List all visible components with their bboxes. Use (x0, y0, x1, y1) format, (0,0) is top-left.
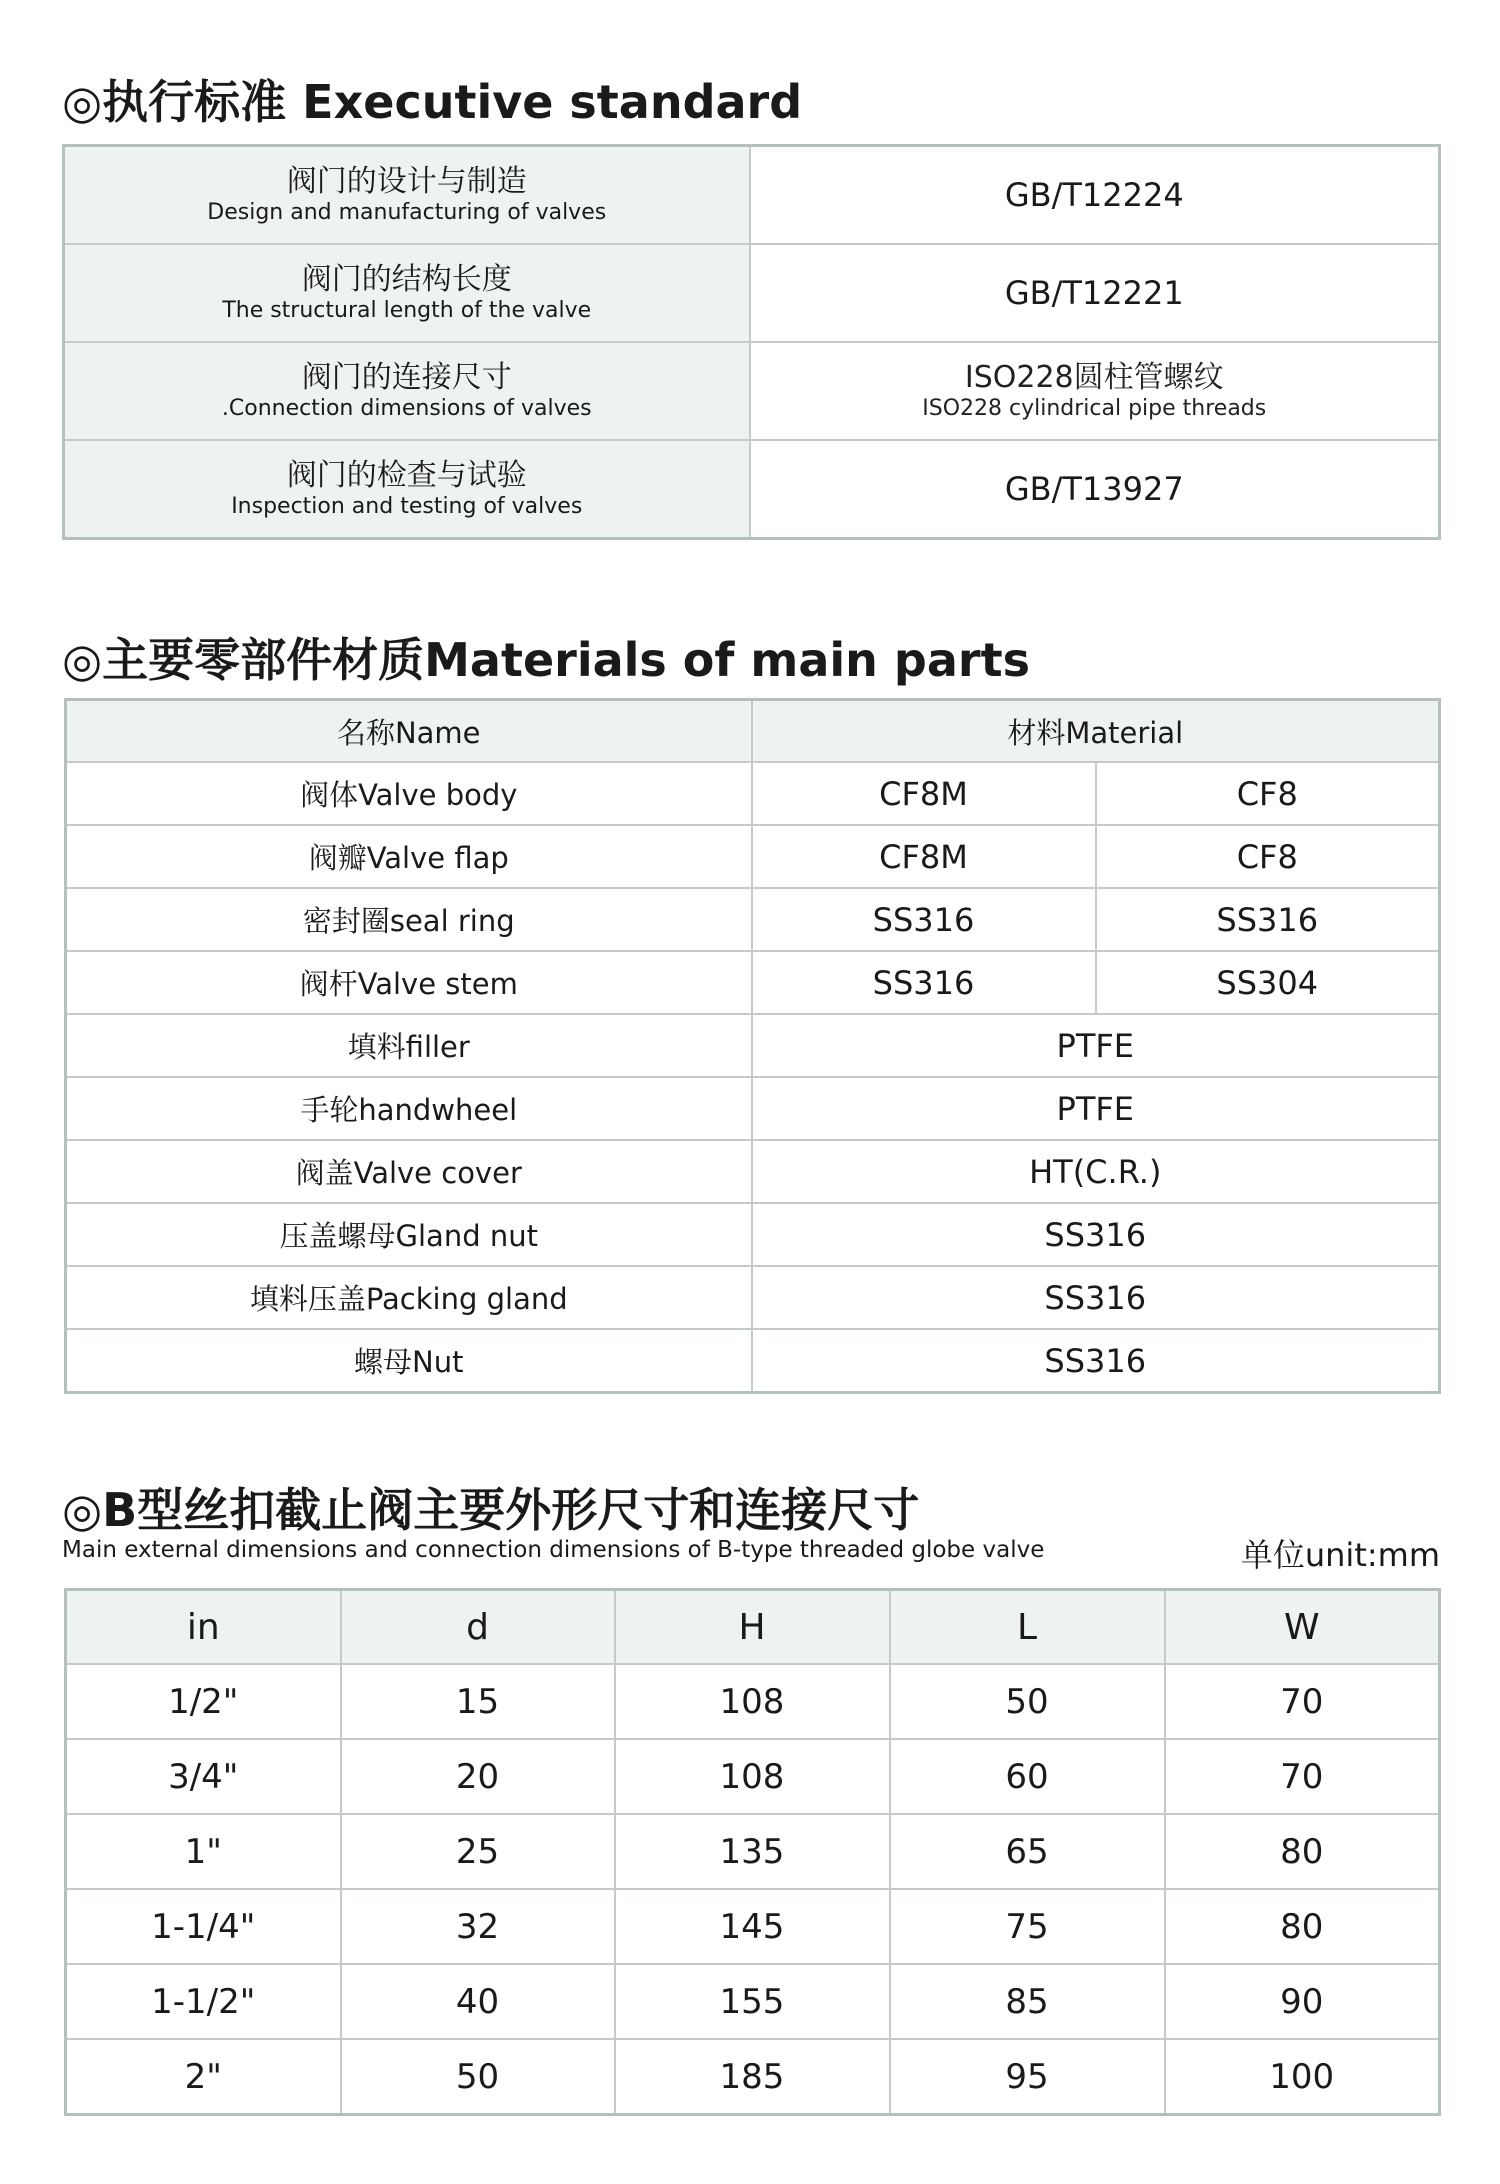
table-header-row (66, 1590, 1440, 1665)
column-header-d: d (341, 1590, 615, 1665)
executive-standard-table (62, 144, 1441, 540)
cell-in: 1-1/2" (66, 1964, 341, 2039)
standard-label-en: Design and manufacturing of valves (207, 200, 607, 225)
materials-title: ◎主要零部件材质Materials of main parts (62, 633, 1030, 687)
cell-d: 40 (341, 1964, 615, 2039)
material-cell: SS316 (1096, 888, 1440, 951)
part-name: 压盖螺母Gland nut (66, 1203, 752, 1266)
table-row (66, 762, 1440, 825)
standard-value-cn: ISO228圆柱管螺纹 (964, 360, 1224, 395)
table-header-row (66, 700, 1440, 763)
material-cell: SS316 (752, 1203, 1440, 1266)
cell-in: 1" (66, 1814, 341, 1889)
cell-d: 20 (341, 1739, 615, 1814)
cell-h: 108 (615, 1664, 890, 1739)
material-cell: CF8M (752, 762, 1096, 825)
cell-l: 60 (890, 1739, 1165, 1814)
cell-in: 1-1/4" (66, 1889, 341, 1964)
cell-l: 65 (890, 1814, 1165, 1889)
part-name: 手轮handwheel (66, 1077, 752, 1140)
cell-w: 70 (1165, 1664, 1440, 1739)
unit-label: 单位unit:mm (1240, 1536, 1440, 1574)
cell-w: 80 (1165, 1889, 1440, 1964)
table-row (66, 1140, 1440, 1203)
cell-in: 1/2" (66, 1664, 341, 1739)
cell-w: 80 (1165, 1814, 1440, 1889)
cell-w: 90 (1165, 1964, 1440, 2039)
part-name: 阀盖Valve cover (66, 1140, 752, 1203)
standard-label-cn: 阀门的设计与制造 (286, 164, 527, 199)
cell-w: 70 (1165, 1739, 1440, 1814)
column-header-h: H (615, 1590, 890, 1665)
table-row (66, 1739, 1440, 1814)
cell-h: 155 (615, 1964, 890, 2039)
material-cell: HT(C.R.) (752, 1140, 1440, 1203)
standard-label (64, 342, 750, 440)
cell-h: 108 (615, 1739, 890, 1814)
table-row (66, 951, 1440, 1014)
part-name: 填料压盖Packing gland (66, 1266, 752, 1329)
table-row (66, 1964, 1440, 2039)
standard-label (64, 440, 750, 539)
part-name: 螺母Nut (66, 1329, 752, 1393)
executive-standard-title: ◎执行标准 Executive standard (62, 75, 803, 129)
cell-w: 100 (1165, 2039, 1440, 2115)
part-name: 填料filler (66, 1014, 752, 1077)
standard-value-en: ISO228 cylindrical pipe threads (922, 396, 1267, 421)
cell-d: 25 (341, 1814, 615, 1889)
table-row (64, 440, 1440, 539)
cell-d: 50 (341, 2039, 615, 2115)
standard-label-en: The structural length of the valve (222, 298, 592, 323)
part-name: 阀瓣Valve flap (66, 825, 752, 888)
cell-h: 135 (615, 1814, 890, 1889)
cell-d: 32 (341, 1889, 615, 1964)
part-name: 密封圈seal ring (66, 888, 752, 951)
table-row (66, 825, 1440, 888)
column-header-w: W (1165, 1590, 1440, 1665)
dimensions-title: ◎B型丝扣截止阀主要外形尺寸和连接尺寸 (62, 1483, 920, 1537)
standard-value: GB/T12221 (750, 244, 1440, 342)
standard-value (750, 342, 1440, 440)
dimensions-table (64, 1588, 1441, 2116)
standard-label-en: .Connection dimensions of valves (221, 396, 592, 421)
column-header-material: 材料Material (752, 700, 1440, 763)
table-row (66, 1077, 1440, 1140)
cell-l: 50 (890, 1664, 1165, 1739)
cell-l: 85 (890, 1964, 1165, 2039)
cell-d: 15 (341, 1664, 615, 1739)
table-row (64, 342, 1440, 440)
table-row (66, 1203, 1440, 1266)
table-row (64, 146, 1440, 245)
material-cell: SS316 (752, 888, 1096, 951)
table-row (64, 244, 1440, 342)
standard-label (64, 146, 750, 245)
table-row (66, 888, 1440, 951)
material-cell: CF8M (752, 825, 1096, 888)
material-cell: SS316 (752, 951, 1096, 1014)
part-name: 阀杆Valve stem (66, 951, 752, 1014)
table-row (66, 1814, 1440, 1889)
table-row (66, 2039, 1440, 2115)
material-cell: SS304 (1096, 951, 1440, 1014)
column-header-name: 名称Name (66, 700, 752, 763)
column-header-in: in (66, 1590, 341, 1665)
material-cell: SS316 (752, 1266, 1440, 1329)
cell-h: 185 (615, 2039, 890, 2115)
cell-in: 2" (66, 2039, 341, 2115)
material-cell: CF8 (1096, 762, 1440, 825)
material-cell: CF8 (1096, 825, 1440, 888)
column-header-l: L (890, 1590, 1165, 1665)
part-name: 阀体Valve body (66, 762, 752, 825)
table-row (66, 1266, 1440, 1329)
materials-table (64, 698, 1441, 1394)
table-row (66, 1014, 1440, 1077)
cell-h: 145 (615, 1889, 890, 1964)
standard-label-cn: 阀门的连接尺寸 (301, 360, 512, 395)
standard-label-en: Inspection and testing of valves (231, 494, 583, 519)
material-cell: PTFE (752, 1077, 1440, 1140)
dimensions-subtitle: Main external dimensions and connection dimensions of B-type threaded globe valve (62, 1537, 1045, 1563)
cell-l: 95 (890, 2039, 1165, 2115)
table-row (66, 1664, 1440, 1739)
standard-value: GB/T12224 (750, 146, 1440, 245)
material-cell: PTFE (752, 1014, 1440, 1077)
standard-label-cn: 阀门的结构长度 (301, 262, 512, 297)
standard-value: GB/T13927 (750, 440, 1440, 539)
table-row (66, 1329, 1440, 1393)
material-cell: SS316 (752, 1329, 1440, 1393)
table-row (66, 1889, 1440, 1964)
standard-label (64, 244, 750, 342)
cell-l: 75 (890, 1889, 1165, 1964)
cell-in: 3/4" (66, 1739, 341, 1814)
standard-label-cn: 阀门的检查与试验 (286, 458, 527, 493)
